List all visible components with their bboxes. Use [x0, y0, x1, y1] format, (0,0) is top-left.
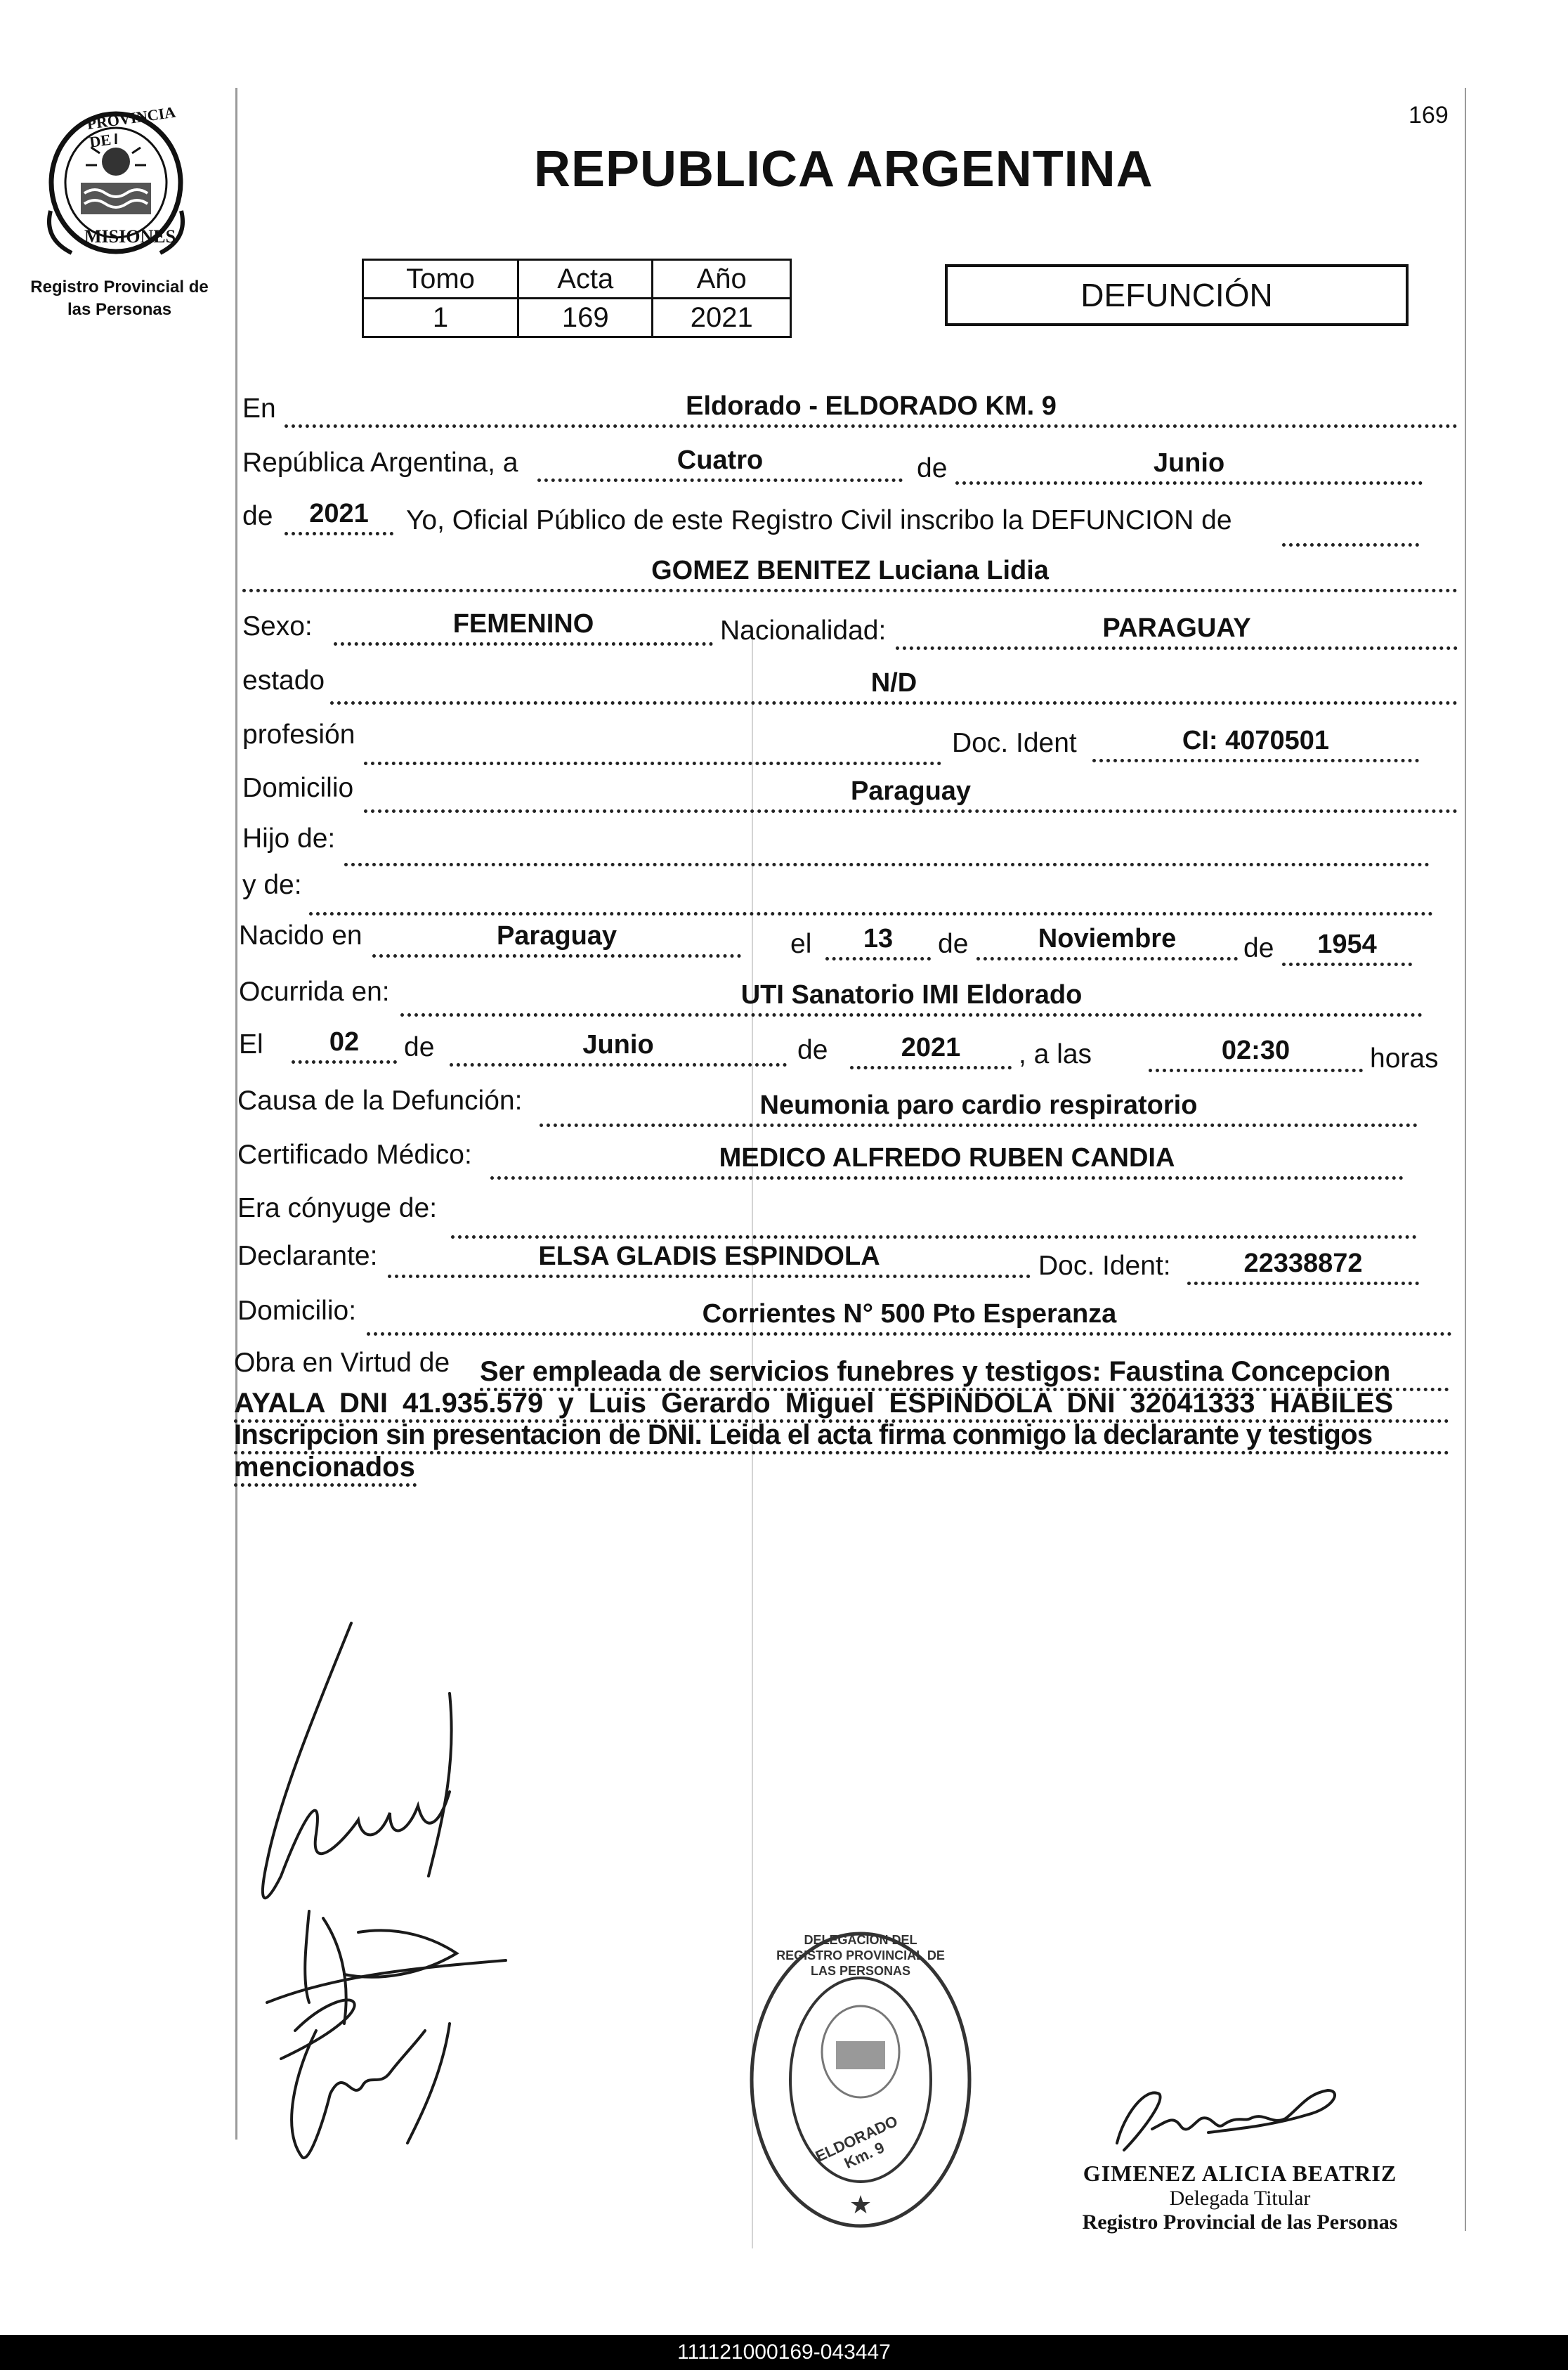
en-value: Eldorado - ELDORADO KM. 9: [285, 391, 1458, 428]
death-year-value: 2021: [850, 1032, 1012, 1069]
official-block: [1057, 2161, 1423, 2234]
yde-value: [309, 878, 1433, 916]
register-value-tomo: 1: [363, 299, 518, 337]
register-value-anio: 2021: [653, 299, 791, 337]
de5-label: de: [797, 1035, 828, 1065]
obra-line-4: mencionados: [234, 1452, 417, 1487]
en-label: En: [242, 393, 276, 424]
ocurrida-label: Ocurrida en:: [239, 977, 390, 1007]
horas-label: horas: [1370, 1043, 1439, 1074]
death-time-value: 02:30: [1149, 1035, 1363, 1072]
declarante-value: ELSA GLADIS ESPINDOLA: [388, 1241, 1031, 1278]
domicilio2-value: Corrientes N° 500 Pto Esperanza: [367, 1298, 1452, 1336]
yde-label: y de:: [242, 870, 302, 900]
right-margin-line: [1465, 88, 1466, 2231]
yo-trailing-line: [1282, 509, 1419, 547]
de4-label: de: [404, 1032, 435, 1062]
obra-line-1: Ser empleada de servicios funebres y testigos: Faustina Concepcion: [480, 1356, 1449, 1391]
register-header-acta: Acta: [518, 260, 653, 299]
record-type-box: DEFUNCIÓN: [945, 264, 1409, 326]
register-table: [362, 259, 792, 338]
hijo-label: Hijo de:: [242, 823, 336, 854]
seal-top-text: PROVINCIA DE: [86, 103, 176, 151]
year-prefix-label: de: [242, 501, 273, 531]
conyuge-value: [451, 1202, 1417, 1239]
doc-value: CI: 4070501: [1092, 725, 1419, 762]
el2-label: El: [239, 1029, 263, 1060]
domicilio-value: Paraguay: [364, 776, 1458, 813]
sexo-label: Sexo:: [242, 611, 313, 642]
de3-label: de: [1243, 933, 1274, 963]
deceased-name-value: GOMEZ BENITEZ Luciana Lidia: [242, 555, 1458, 592]
republica-label: República Argentina, a: [242, 448, 518, 478]
delegation-stamp: [745, 1925, 976, 2234]
official-name: GIMENEZ ALICIA BEATRIZ: [1083, 2161, 1397, 2186]
birth-year-value: 1954: [1282, 929, 1412, 966]
sexo-value: FEMENINO: [334, 608, 713, 646]
nacido-label: Nacido en: [239, 920, 362, 951]
official-signature: [1096, 2059, 1349, 2171]
birth-day-value: 13: [825, 923, 931, 961]
month-value: Junio: [955, 448, 1423, 485]
profesion-value: [364, 728, 941, 765]
causa-value: Neumonia paro cardio respiratorio: [540, 1090, 1418, 1127]
declarante-label: Declarante:: [237, 1241, 378, 1271]
register-value-acta: 169: [518, 299, 653, 337]
registry-line2: las Personas: [67, 300, 172, 319]
domicilio-label: Domicilio: [242, 773, 354, 803]
official-title: Delegada Titular: [1169, 2187, 1311, 2210]
obra-line-3: Inscripcion sin presentacion de DNI. Leida el acta firma conmigo la declarante y testigos: [234, 1419, 1449, 1454]
causa-label: Causa de la Defunción:: [237, 1086, 523, 1116]
domicilio2-label: Domicilio:: [237, 1296, 357, 1326]
el-label: el: [790, 929, 812, 959]
year-value: 2021: [285, 498, 393, 535]
hijo-value: [344, 829, 1430, 866]
official-office: Registro Provincial de las Personas: [1082, 2211, 1398, 2234]
estado-value: N/D: [330, 668, 1458, 705]
day-word-value: Cuatro: [537, 445, 903, 482]
alas-label: , a las: [1019, 1039, 1092, 1069]
de2-label: de: [938, 929, 969, 959]
register-value-row: [363, 299, 791, 337]
registry-label: [0, 276, 239, 321]
ocurrida-value: UTI Sanatorio IMI Eldorado: [400, 979, 1423, 1017]
estado-label: estado: [242, 665, 325, 696]
doc2-value: 22338872: [1187, 1248, 1419, 1285]
certificado-value: MEDICO ALFREDO RUBEN CANDIA: [490, 1142, 1404, 1180]
death-day-value: 02: [292, 1027, 397, 1064]
stamp-inner-text: ELDORADO Km. 9: [812, 2111, 901, 2173]
register-header-row: [363, 260, 791, 299]
birth-month-value: Noviembre: [976, 923, 1238, 961]
death-month-value: Junio: [450, 1029, 787, 1067]
nacionalidad-value: PARAGUAY: [896, 613, 1458, 650]
register-header-anio: Año: [653, 260, 791, 299]
seal-bottom-text: MISIONES: [84, 226, 176, 247]
nacionalidad-label: Nacionalidad:: [720, 616, 887, 646]
de-label: de: [917, 453, 948, 483]
page-number: 169: [1409, 102, 1449, 129]
obra-label: Obra en Virtud de: [234, 1348, 450, 1378]
doc-label: Doc. Ident: [952, 728, 1077, 758]
obra-line-2: AYALA DNI 41.935.579 y Luis Gerardo Miguel ESPINDOLA DNI 32041333 HABILES: [234, 1388, 1449, 1423]
register-header-tomo: Tomo: [363, 260, 518, 299]
nacido-value: Paraguay: [372, 920, 741, 958]
barcode-id-footer: 111121000169-043447: [0, 2335, 1568, 2370]
doc2-label: Doc. Ident:: [1038, 1251, 1171, 1281]
yo-text: Yo, Oficial Público de este Registro Civil inscribo la DEFUNCION de: [406, 505, 1232, 535]
conyuge-label: Era cónyuge de:: [237, 1193, 438, 1223]
witness-signatures: [239, 1609, 534, 2185]
registry-line1: Registro Provincial de: [30, 278, 209, 297]
profesion-label: profesión: [242, 720, 355, 750]
province-seal-icon: [42, 105, 190, 256]
svg-text:★: ★: [849, 2190, 873, 2219]
country-title: REPUBLICA ARGENTINA: [534, 141, 1154, 197]
certificado-label: Certificado Médico:: [237, 1140, 472, 1170]
stamp-ring-text: DELEGACION DEL REGISTRO PROVINCIAL DE LAS PERSONAS: [776, 1933, 945, 1978]
